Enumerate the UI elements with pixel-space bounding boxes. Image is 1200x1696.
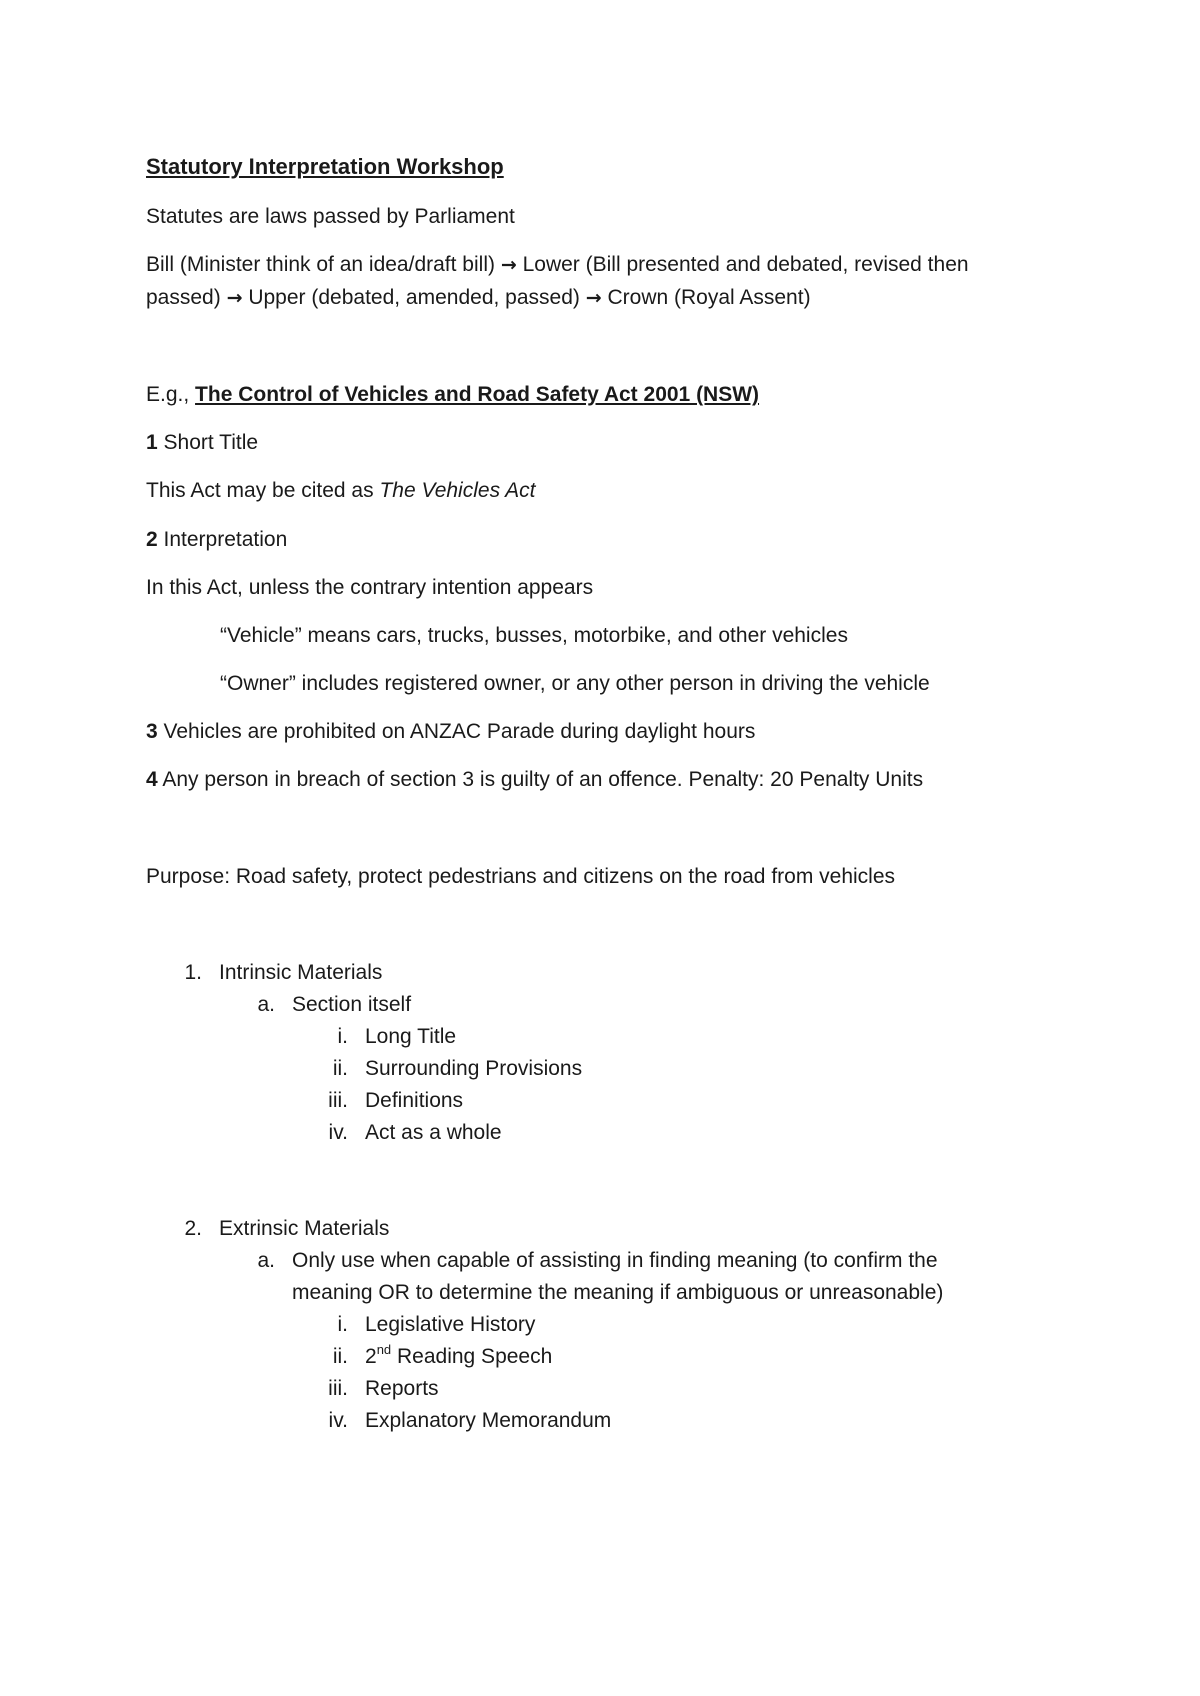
ordinal-number: 2 bbox=[365, 1345, 377, 1368]
process-lower: Lower (Bill presented and debated, revised then bbox=[522, 253, 969, 276]
example-heading bbox=[146, 384, 759, 405]
example-prefix: E.g., bbox=[146, 383, 190, 406]
list-item: Surrounding Provisions bbox=[365, 1057, 583, 1080]
list-marker: ii. bbox=[332, 1345, 348, 1368]
ordinal-suffix: nd bbox=[376, 1342, 392, 1357]
document-title: Statutory Interpretation Workshop bbox=[146, 154, 504, 179]
process-crown: Crown (Royal Assent) bbox=[607, 286, 811, 309]
section-text: This Act may be cited as bbox=[146, 479, 374, 502]
process-line-1 bbox=[146, 254, 969, 275]
section-1-heading bbox=[146, 432, 258, 453]
list-item-usage-line-1: Only use when capable of assisting in finding meaning (to confirm the bbox=[292, 1249, 938, 1272]
process-upper: Upper (debated, amended, passed) bbox=[248, 286, 580, 309]
list-marker: 2. bbox=[184, 1217, 202, 1240]
list-item: Reports bbox=[365, 1377, 439, 1400]
list-item-intrinsic: Intrinsic Materials bbox=[219, 961, 383, 984]
section-heading: Short Title bbox=[163, 431, 259, 454]
list-marker: a. bbox=[257, 993, 275, 1016]
arrow-icon: → bbox=[500, 254, 517, 276]
act-title: The Control of Vehicles and Road Safety Act 2001 (NSW) bbox=[195, 383, 760, 406]
process-bill: Bill (Minister think of an idea/draft bill) bbox=[146, 253, 495, 276]
list-item-label: Reading Speech bbox=[397, 1345, 553, 1368]
process-passed: passed) bbox=[146, 286, 221, 309]
list-item-section-itself: Section itself bbox=[292, 993, 412, 1016]
section-2-heading bbox=[146, 529, 287, 550]
intro-text: Statutes are laws passed by Parliament bbox=[146, 205, 515, 228]
section-2-text: In this Act, unless the contrary intention appears bbox=[146, 576, 594, 599]
list-marker: iii. bbox=[328, 1089, 348, 1112]
list-marker: iv. bbox=[328, 1121, 348, 1144]
section-number: 1 bbox=[146, 431, 158, 454]
section-4 bbox=[146, 769, 923, 790]
arrow-icon: → bbox=[585, 287, 602, 309]
definition-vehicle: “Vehicle” means cars, trucks, busses, motorbike, and other vehicles bbox=[220, 624, 848, 647]
list-marker: iii. bbox=[328, 1377, 348, 1400]
list-item-usage-line-2: meaning OR to determine the meaning if ambiguous or unreasonable) bbox=[292, 1281, 944, 1304]
list-item: Legislative History bbox=[365, 1313, 536, 1336]
section-number: 2 bbox=[146, 528, 158, 551]
list-item-extrinsic: Extrinsic Materials bbox=[219, 1217, 390, 1240]
list-item: Explanatory Memorandum bbox=[365, 1409, 612, 1432]
list-item: Definitions bbox=[365, 1089, 464, 1112]
list-marker: iv. bbox=[328, 1409, 348, 1432]
list-marker: 1. bbox=[184, 961, 202, 984]
section-heading: Interpretation bbox=[163, 528, 288, 551]
section-number: 3 bbox=[146, 720, 158, 743]
section-1-text bbox=[146, 480, 535, 501]
definition-owner: “Owner” includes registered owner, or any other person in driving the vehicle bbox=[220, 672, 930, 695]
purpose-text: Purpose: Road safety, protect pedestrians and citizens on the road from vehicles bbox=[146, 865, 896, 888]
section-number: 4 bbox=[146, 768, 158, 791]
list-marker: i. bbox=[337, 1025, 348, 1048]
list-item bbox=[365, 1342, 553, 1368]
cited-name: The Vehicles Act bbox=[379, 479, 536, 502]
section-text: Any person in breach of section 3 is guilty of an offence. Penalty: 20 Penalty Units bbox=[162, 768, 924, 791]
list-item: Act as a whole bbox=[365, 1121, 502, 1144]
section-text: Vehicles are prohibited on ANZAC Parade during daylight hours bbox=[163, 720, 756, 743]
list-item: Long Title bbox=[365, 1025, 457, 1048]
list-marker: ii. bbox=[332, 1057, 348, 1080]
list-marker: a. bbox=[257, 1249, 275, 1272]
list-marker: i. bbox=[337, 1313, 348, 1336]
arrow-icon: → bbox=[226, 287, 243, 309]
process-line-2 bbox=[146, 287, 811, 308]
section-3 bbox=[146, 721, 755, 742]
